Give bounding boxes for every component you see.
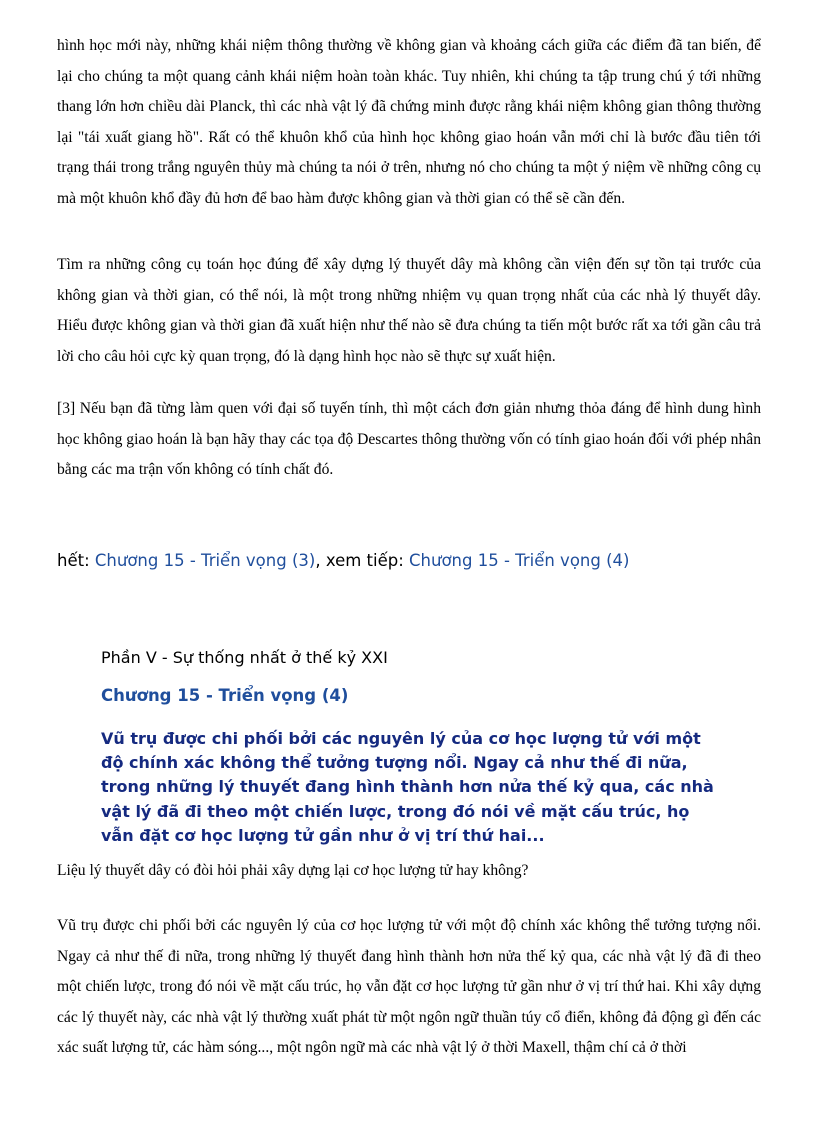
- body-paragraph-3: Vũ trụ được chi phối bởi các nguyên lý của cơ học lượng tử với một độ chính xác không thể tưởng tượng nổi. Ngay cả như thế đi nữa, trong những lý thuyết đang hình thành hơn nửa thế kỷ qua, các nhà vật lý đã đi theo một chiến lược, trong đó nói về mặt cấu trúc, họ vẫn đặt cơ học lượng tử gần như ở vị trí thứ hai. Khi xây dựng các lý thuyết này, các nhà vật lý thường xuất phát từ một ngôn ngữ thuần túy cổ điển, không đả động gì đến các xác suất lượng tử, các hàm sóng..., một ngôn ngữ mà các nhà vật lý ở thời Maxell, thậm chí cả ở thời: [57, 917, 761, 1056]
- chapter-title: Chương 15 - Triển vọng (4): [101, 686, 349, 705]
- lead-line: Vũ trụ được chi phối bởi các nguyên lý của cơ học lượng tử với một: [101, 729, 701, 748]
- chapter-navigation: [57, 549, 629, 573]
- lead-line: vật lý đã đi theo một chiến lược, trong đó nói về mặt cấu trúc, họ: [101, 801, 690, 821]
- nav-middle: , xem tiếp:: [315, 551, 410, 570]
- question-paragraph: Liệu lý thuyết dây có đòi hỏi phải xây dựng lại cơ học lượng tử hay không?: [57, 862, 529, 879]
- nav-prefix: hết:: [57, 551, 95, 570]
- footnote-paragraph: [3] Nếu bạn đã từng làm quen với đại số tuyến tính, thì một cách đơn giản nhưng thỏa đáng để hình dung hình học không giao hoán là bạn hãy thay các tọa độ Descartes thông thường vốn có tính giao hoán đối với phép nhân bằng các ma trận vốn không có tính chất đó.: [57, 400, 761, 478]
- prev-chapter-link[interactable]: Chương 15 - Triển vọng (3): [94, 551, 316, 570]
- body-paragraph-2: Tìm ra những công cụ toán học đúng để xây dựng lý thuyết dây mà không cần viện đến sự tồn tại trước của không gian và thời gian, có thể nói, là một trong những nhiệm vụ quan trọng nhất của các nhà lý thuyết dây. Hiểu được không gian và thời gian đã xuất hiện như thế nào sẽ đưa chúng ta tiến một bước rất xa tới gần câu trả lời cho câu hỏi cực kỳ quan trọng, đó là dạng hình học nào sẽ thực sự xuất hiện.: [57, 256, 761, 365]
- lead-line: trong những lý thuyết đang hình thành hơn nửa thế kỷ qua, các nhà: [101, 777, 714, 797]
- lead-line: vẫn đặt cơ học lượng tử gần như ở vị trí thứ hai...: [101, 825, 545, 845]
- part-title: Phần V - Sự thống nhất ở thế kỷ XXI: [101, 648, 388, 667]
- body-paragraph-1: hình học mới này, những khái niệm thông thường về không gian và khoảng cách giữa các điểm đã tan biến, để lại cho chúng ta một quang cảnh khái niệm hoàn toàn khác. Tuy nhiên, khi chúng ta tập trung chú ý tới những thang lớn hơn chiều dài Planck, thì các nhà vật lý đã chứng minh được rằng khái niệm không gian thông thường lại "tái xuất giang hồ". Rất có thể khuôn khổ của hình học không giao hoán vẫn mới chỉ là bước đầu tiên tới trạng thái trong trắng nguyên thủy mà chúng ta nói ở trên, nhưng nó cho chúng ta một ý niệm về những công cụ mà một khuôn khổ đầy đủ hơn để bao hàm được không gian và thời gian có thể sẽ cần đến.: [57, 37, 761, 207]
- lead-line: độ chính xác không thể tưởng tượng nổi. Ngay cả như thế đi nữa,: [101, 753, 688, 773]
- next-chapter-link[interactable]: Chương 15 - Triển vọng (4): [409, 551, 630, 570]
- chapter-lead: [101, 727, 741, 848]
